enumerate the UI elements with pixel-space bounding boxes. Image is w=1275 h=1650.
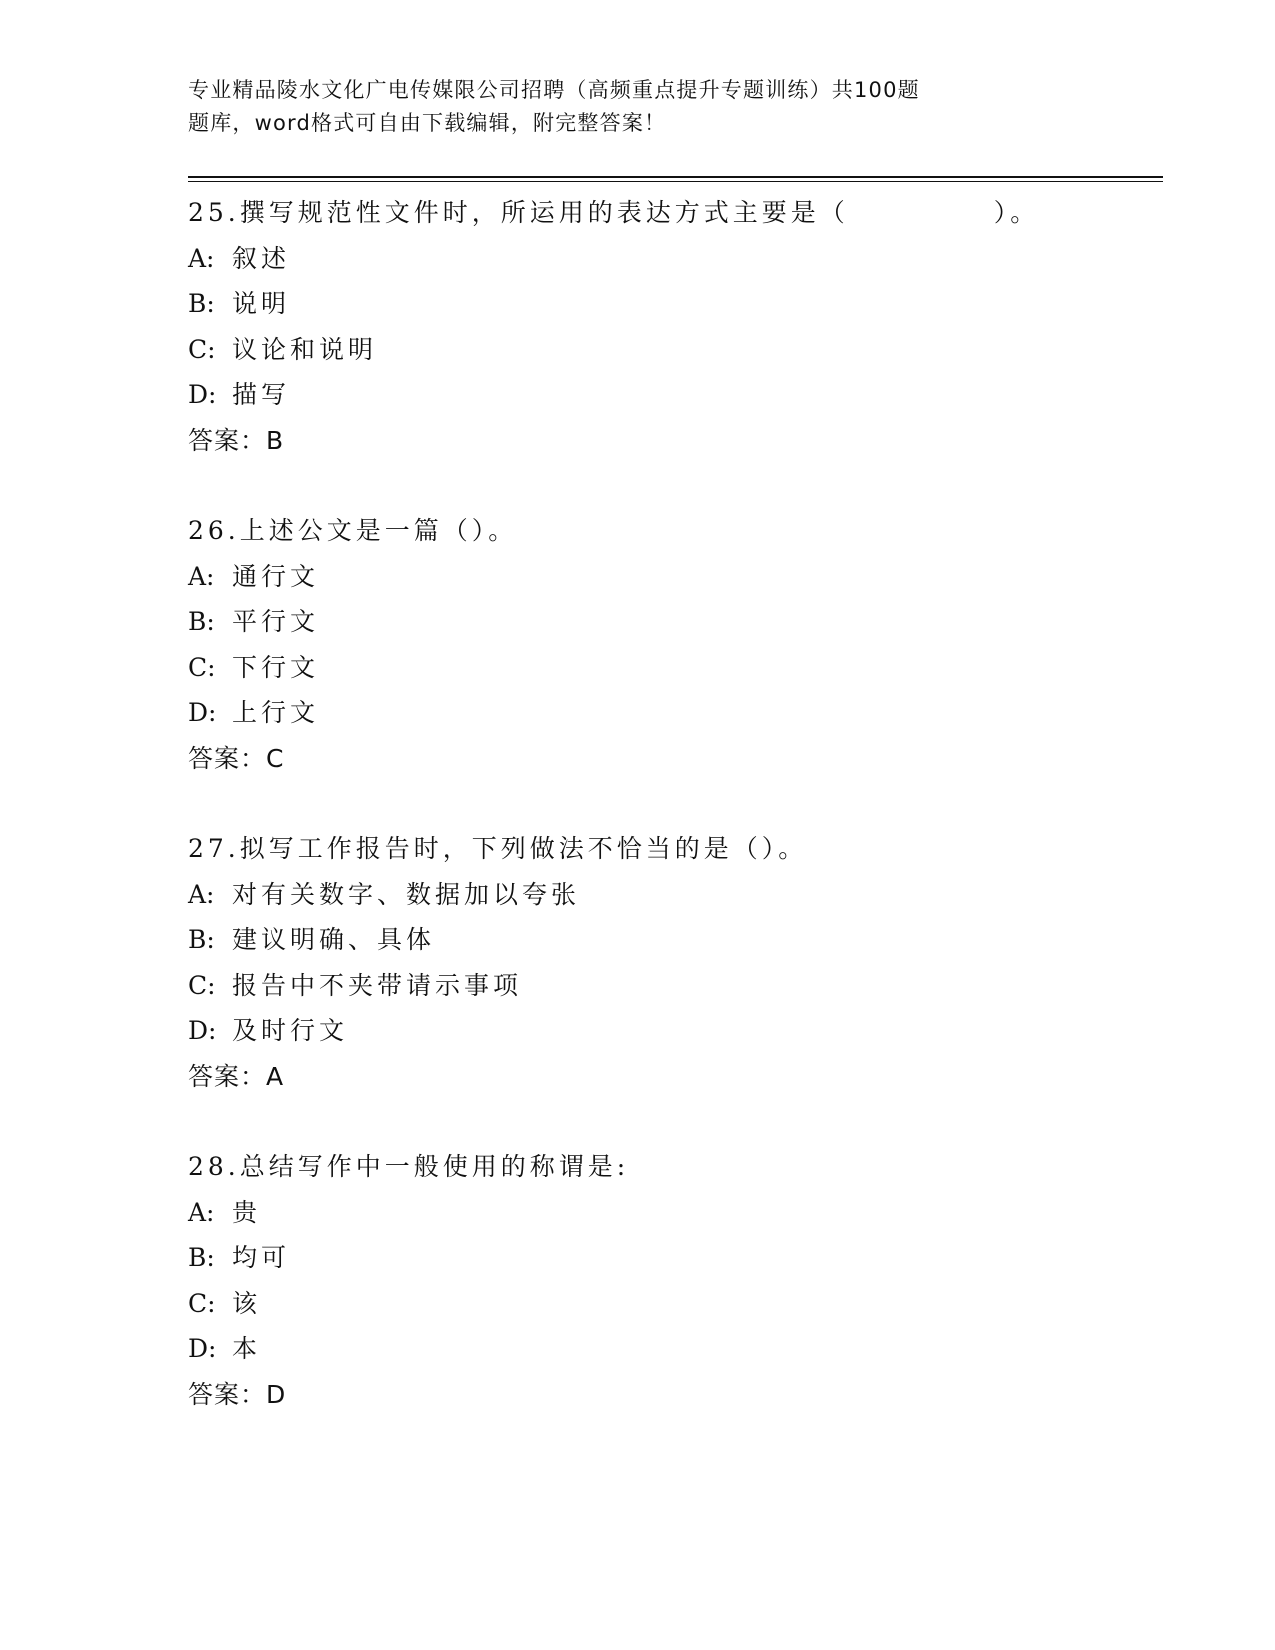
option-a [188,236,1168,282]
option-c [188,1281,1168,1327]
answer-line: 答案：A [188,1061,285,1091]
option-text: 叙述 [232,243,291,273]
option-c [188,963,1168,1009]
document-header [188,74,1048,140]
question-27 [188,826,1168,1099]
option-text: 均可 [232,1243,291,1272]
option-b [188,599,1168,645]
option-letter: B: [188,607,215,636]
option-text: 描写 [232,380,291,409]
option-text: 议论和说明 [232,334,378,364]
option-letter: A: [188,243,215,273]
option-text: 本 [232,1334,262,1363]
header-divider-thin [188,181,1163,182]
question-list [188,190,1168,1462]
option-letter: C: [188,970,216,1000]
header-line-1: 专业精品陵水文化广电传媒限公司招聘（高频重点提升专题训练）共100题 [188,78,920,102]
option-d [188,690,1168,736]
option-letter: D: [188,380,217,409]
option-letter: A: [188,561,215,591]
option-letter: D: [188,698,217,727]
question-28 [188,1144,1168,1417]
question-stem: 28.总结写作中一般使用的称谓是: [188,1152,630,1181]
question-stem: 26.上述公文是一篇（）。 [188,516,518,545]
option-letter: B: [188,925,215,954]
option-d [188,1326,1168,1372]
option-a [188,872,1168,918]
answer-line: 答案：B [188,425,285,455]
option-text: 及时行文 [232,1016,349,1045]
option-b [188,1235,1168,1281]
question-26 [188,508,1168,781]
option-text: 报告中不夹带请示事项 [232,970,523,1000]
option-a [188,554,1168,600]
option-letter: C: [188,652,216,682]
option-letter: C: [188,334,216,364]
option-letter: C: [188,1288,216,1318]
option-text: 对有关数字、数据加以夸张 [232,879,581,909]
option-text: 贵 [232,1197,262,1227]
option-letter: B: [188,1243,215,1272]
option-text: 下行文 [232,652,320,682]
option-letter: A: [188,879,215,909]
option-text: 上行文 [232,698,320,727]
header-line-2: 题库，word格式可自由下载编辑，附完整答案！ [188,111,667,135]
option-text: 通行文 [232,561,320,591]
answer-line: 答案：C [188,743,285,773]
question-stem: 25.撰写规范性文件时，所运用的表达方式主要是（ ）。 [188,198,1040,227]
option-c [188,645,1168,691]
option-letter: D: [188,1334,217,1363]
option-letter: A: [188,1197,215,1227]
option-b [188,917,1168,963]
option-text: 该 [232,1288,262,1318]
option-text: 平行文 [232,607,320,636]
option-text: 建议明确、具体 [232,925,436,954]
option-d [188,372,1168,418]
question-stem: 27.拟写工作报告时，下列做法不恰当的是（）。 [188,834,808,863]
option-c [188,327,1168,373]
option-letter: B: [188,289,215,318]
option-a [188,1190,1168,1236]
option-d [188,1008,1168,1054]
question-25 [188,190,1168,463]
header-divider-thick [188,176,1163,178]
option-letter: D: [188,1016,217,1045]
answer-line: 答案：D [188,1379,287,1409]
option-b [188,281,1168,327]
option-text: 说明 [232,289,291,318]
